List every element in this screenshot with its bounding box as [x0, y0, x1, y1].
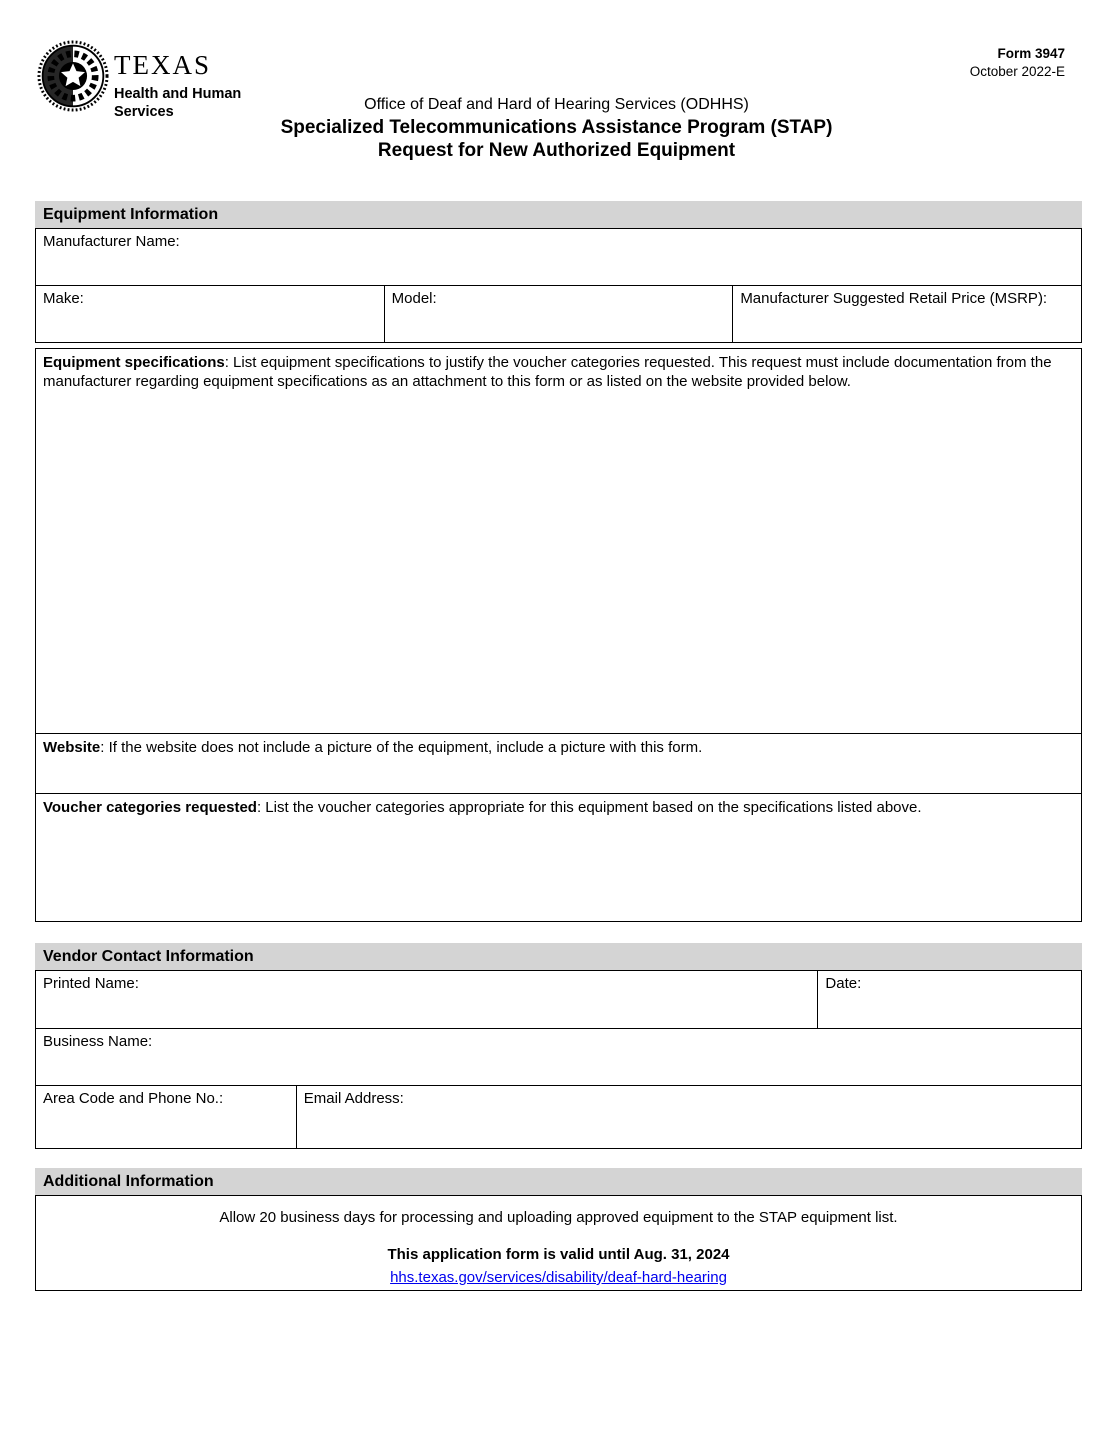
date-field[interactable]	[818, 971, 1082, 1029]
equipment-specifications-label: Equipment specifications	[43, 354, 225, 371]
form-revision: October 2022-E	[969, 64, 1065, 79]
equipment-specifications-field[interactable]	[36, 349, 1082, 734]
manufacturer-name-field[interactable]	[36, 229, 1082, 286]
equipment-section-header: Equipment Information	[35, 201, 1082, 228]
logo-sub-text: Health and Human Services	[114, 86, 242, 120]
equipment-id-table	[35, 228, 1082, 343]
voucher-categories-label: Voucher categories requested	[43, 799, 257, 816]
email-field[interactable]	[296, 1086, 1081, 1149]
phone-field[interactable]	[36, 1086, 297, 1149]
additional-information-box	[35, 1195, 1082, 1291]
printed-name-field[interactable]	[36, 971, 818, 1029]
msrp-field[interactable]	[733, 286, 1082, 343]
office-name: Office of Deaf and Hard of Hearing Services (ODHHS)	[364, 96, 749, 113]
equipment-detail-table	[35, 348, 1082, 922]
voucher-categories-instructions: : List the voucher categories appropriate for this equipment based on the specifications listed above.	[256, 799, 922, 816]
make-label: Make:	[43, 290, 84, 307]
stap-website-link[interactable]: hhs.texas.gov/services/disability/deaf-hard-hearing	[390, 1269, 727, 1286]
logo-org-name: TEXAS	[114, 50, 211, 80]
vendor-contact-section	[35, 943, 1082, 1149]
email-label: Email Address:	[303, 1090, 404, 1107]
form-title	[0, 94, 1113, 162]
form-name: Request for New Authorized Equipment	[377, 140, 736, 161]
additional-information-section	[35, 1168, 1082, 1291]
manufacturer-name-label: Manufacturer Name:	[43, 233, 180, 250]
website-label: Website	[43, 739, 101, 756]
form-meta	[970, 45, 1065, 81]
additional-section-header: Additional Information	[35, 1168, 1082, 1195]
form-number: Form 3947	[997, 46, 1065, 61]
model-field[interactable]	[384, 286, 733, 343]
validity-note: This application form is valid until Aug. 31, 2024	[387, 1246, 730, 1263]
model-label: Model:	[391, 290, 437, 307]
program-name: Specialized Telecommunications Assistance Program (STAP)	[280, 117, 833, 138]
vendor-contact-table	[35, 970, 1082, 1149]
business-name-field[interactable]	[36, 1029, 1082, 1086]
phone-label: Area Code and Phone No.:	[43, 1090, 224, 1107]
equipment-specifications-instructions: : List equipment specifications to justify the voucher categories requested. This request must include documentation from the manufacturer regarding equipment specifications as an attachment to this form or as listed on the website provided below.	[43, 354, 1052, 390]
website-field[interactable]	[36, 734, 1082, 794]
voucher-categories-field[interactable]	[36, 794, 1082, 922]
vendor-section-header: Vendor Contact Information	[35, 943, 1082, 970]
equipment-information-section	[35, 201, 1082, 922]
msrp-label: Manufacturer Suggested Retail Price (MSRP):	[740, 290, 1048, 307]
date-label: Date:	[825, 975, 862, 992]
printed-name-label: Printed Name:	[43, 975, 139, 992]
make-field[interactable]	[36, 286, 385, 343]
processing-note: Allow 20 business days for processing and uploading approved equipment to the STAP equipment list.	[219, 1209, 898, 1226]
website-instructions: : If the website does not include a picture of the equipment, include a picture with this form.	[100, 739, 703, 756]
business-name-label: Business Name:	[43, 1033, 153, 1050]
